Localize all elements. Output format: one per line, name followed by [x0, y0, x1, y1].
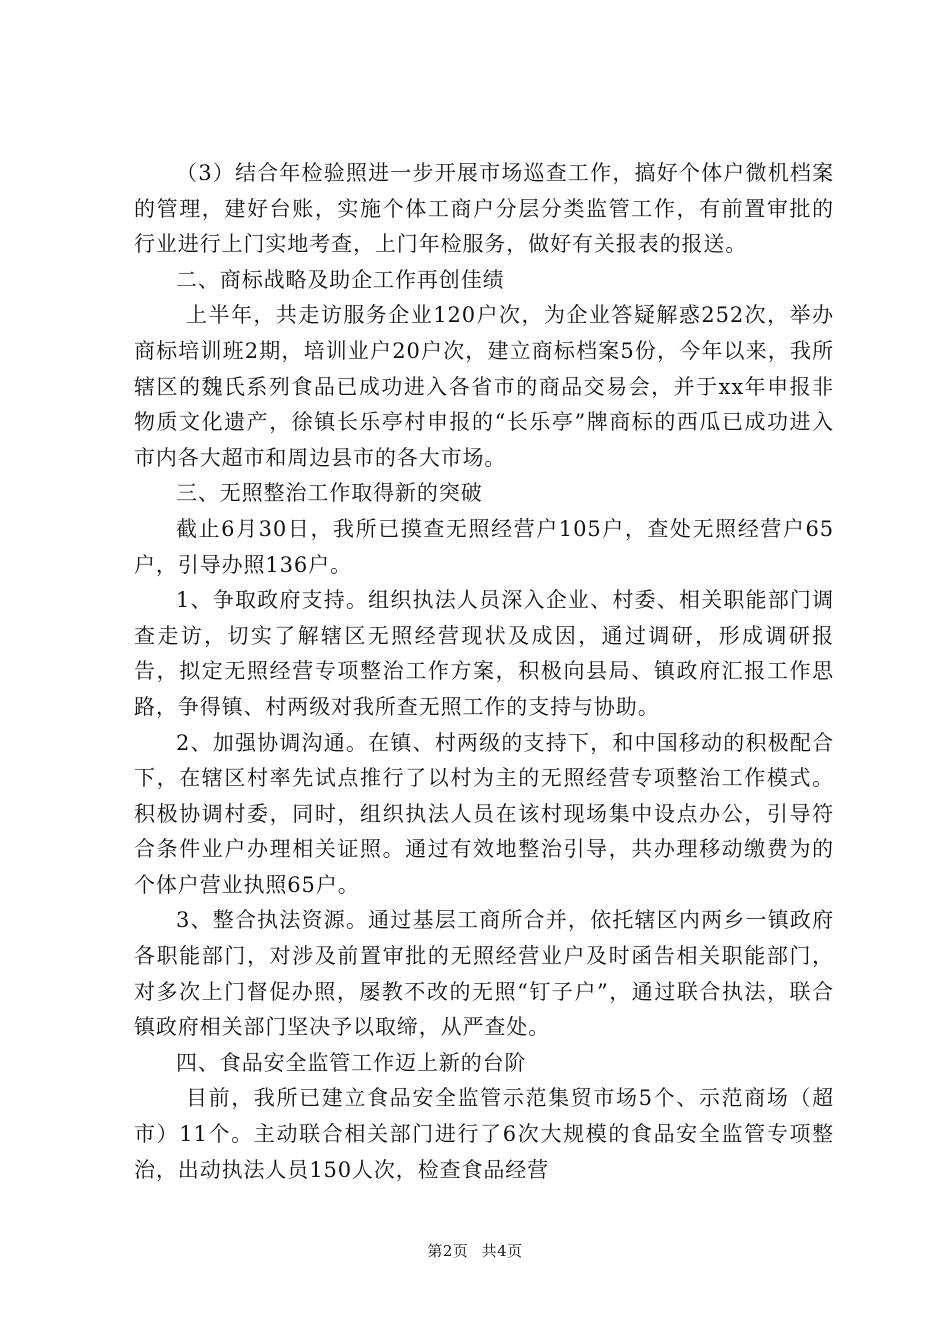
document-body: [134, 156, 834, 1188]
page-number: 第2页: [427, 1242, 469, 1260]
paragraph-inspection: （3）结合年检验照进一步开展市场巡查工作，搞好个体户微机档案的管理，建好台账，实施个体工商户分层分类监管工作，有前置审批的行业进行上门实地考查，上门年检服务，做好有关报表的报送。: [134, 161, 834, 257]
page-total: 共4页: [481, 1242, 523, 1260]
paragraph-enforcement: 3、整合执法资源。通过基层工商所合并，依托辖区内两乡一镇政府各职能部门，对涉及前置审批的无照经营业户及时函告相关职能部门，对多次上门督促办照，屡教不改的无照“钉子户”，通过联合执法，联合镇政府相关部门坚决予以取缔，从严查处。: [134, 908, 834, 1040]
paragraph-government-support: 1、争取政府支持。组织执法人员深入企业、村委、相关职能部门调查走访，切实了解辖区无照经营现状及成因，通过调研，形成调研报告，拟定无照经营专项整治工作方案，积极向县局、镇政府汇报工作思路，争得镇、村两级对我所查无照工作的支持与协助。: [134, 588, 834, 719]
paragraph-trademark: 上半年，共走访服务企业120户次，为企业答疑解惑252次，举办商标培训班2期，培训业户20户次，建立商标档案5份，今年以来，我所辖区的魏氏系列食品已成功进入各省市的商品交易会，并于xx年申报非物质文化遗产，徐镇长乐亭村申报的“长乐亭”牌商标的西瓜已成功进入市内各大超市和周边县市的各大市场。: [134, 303, 834, 470]
paragraph-unlicensed-summary: 截止6月30日，我所已摸查无照经营户105户，查处无照经营户65户，引导办照136户。: [134, 516, 834, 577]
section-heading-food-safety: 四、食品安全监管工作迈上新的台阶: [176, 1050, 527, 1075]
paragraph-coordination: 2、加强协调沟通。在镇、村两级的支持下，和中国移动的积极配合下，在辖区村率先试点推行了以村为主的无照经营专项整治工作模式。积极协调村委，同时，组织执法人员在该村现场集中设点办公，引导符合条件业户办理相关证照。通过有效地整治引导，共办理移动缴费为的个体户营业执照65户。: [134, 730, 834, 897]
section-heading-unlicensed: 三、无照整治工作取得新的突破: [176, 481, 483, 506]
page-footer: [0, 1240, 950, 1261]
section-heading-trademark: 二、商标战略及助企工作再创佳绩: [176, 267, 505, 292]
paragraph-food-safety: 目前，我所已建立食品安全监管示范集贸市场5个、示范商场（超市）11个。主动联合相关部门进行了6次大规模的食品安全监管专项整治，出动执法人员150人次，检查食品经营: [134, 1086, 834, 1182]
